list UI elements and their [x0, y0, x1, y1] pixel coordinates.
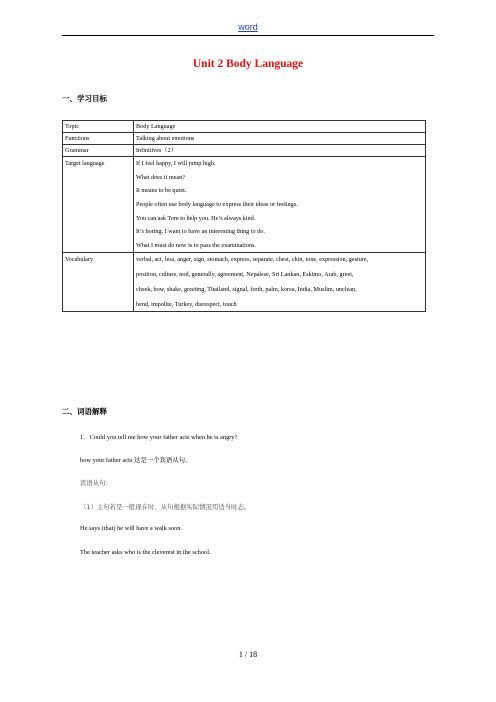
row-label: Target language	[63, 157, 134, 253]
target-language-line: If I feel happy, I will jump high.	[136, 160, 216, 167]
vocabulary-line: position, culture, nod, generally, agreement, Nepalese, Sri Lankan, Eskimo, Arab, greet,	[136, 271, 354, 279]
body-line: He says (that) he will have a walk soon.	[80, 525, 183, 532]
goals-table	[62, 120, 426, 312]
body-line: 宾语从句：	[80, 479, 112, 487]
header-divider	[62, 35, 434, 36]
row-value: Talking about emotions	[134, 133, 426, 145]
target-language-line: What I must do now is to pass the examinations.	[136, 242, 256, 250]
row-label: Vocabulary	[63, 253, 134, 312]
vocabulary-line: bend, impolite, Turkey, disrespect, touch	[136, 301, 237, 309]
table-row	[63, 253, 426, 312]
target-language-line: People often use body language to express their ideas or feelings.	[136, 201, 298, 209]
table-row	[63, 133, 426, 145]
target-language-line: What does it mean?	[136, 173, 185, 181]
section-heading-goals: 一、学习目标	[62, 94, 107, 103]
question-1: 1．Could you tell me how your father acts when he is angry?	[80, 434, 238, 441]
header-word-link[interactable]: word	[238, 22, 258, 32]
row-label: Topic	[63, 121, 134, 133]
table-row	[63, 145, 426, 157]
target-language-cell	[134, 157, 426, 253]
document-title: Unit 2 Body Language	[192, 58, 304, 70]
section-heading-vocab: 二、词语解释	[62, 407, 107, 416]
vocabulary-line: verbal, act, less, anger, sign, stomach, express, separate, chest, chin, tone, expression, gesture,	[136, 256, 369, 264]
vocabulary-line: cheek, bow, shake, greeting, Thailand, signal, forth, palm, korea, India, Muslim, unclean,	[136, 286, 357, 294]
target-language-line: It’s boring. I want to have an interesting thing to do.	[136, 228, 265, 236]
table-row	[63, 121, 426, 133]
row-label: Functions	[63, 133, 134, 145]
row-label: Grammar	[63, 145, 134, 157]
body-line: how your father acts 这是一个宾语从句。	[80, 457, 192, 464]
page-number: 1 / 18	[238, 650, 258, 659]
target-language-line: You can ask Tom to help you. He’s always kind.	[136, 214, 256, 222]
table-row	[63, 157, 426, 253]
body-line: The teacher asks who is the cleverest in the school.	[80, 549, 211, 556]
vocabulary-cell	[134, 253, 426, 312]
row-value: Body Language	[134, 121, 426, 133]
row-value: Infinitives（2）	[134, 145, 426, 157]
body-line: （1）主句若是一般现在时，从句根据实际情况用适当时态。	[80, 503, 251, 511]
target-language-line: It means to be quiet.	[136, 187, 187, 195]
